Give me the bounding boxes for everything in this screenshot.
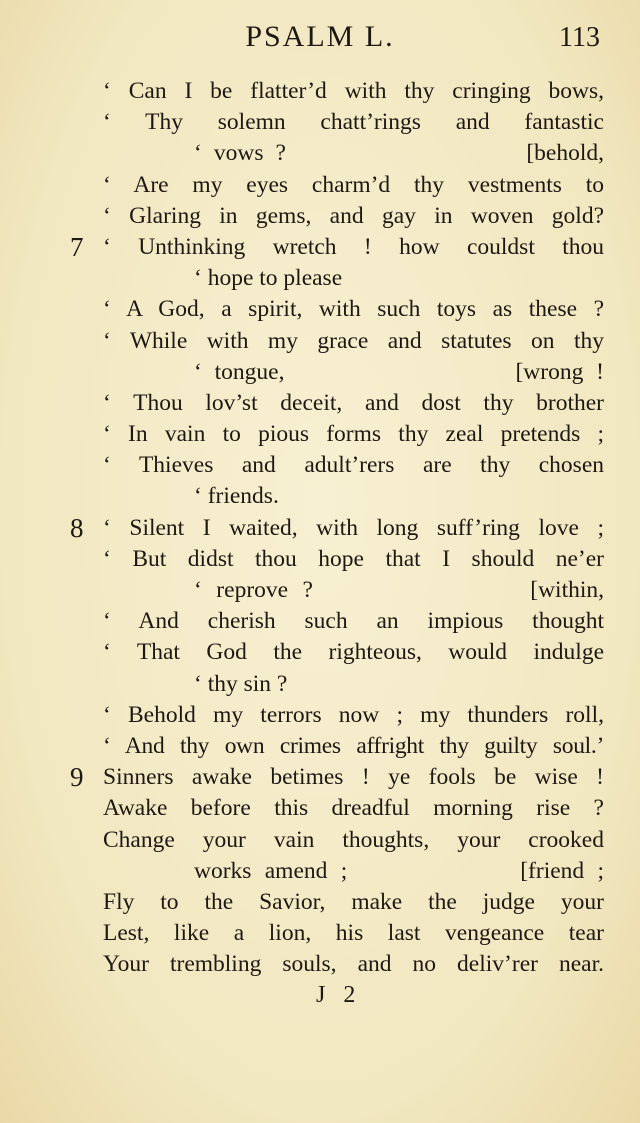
- text-line: [0, 669, 640, 700]
- line-text: ‘ Glaring in gems, and gay in woven gold?: [103, 202, 604, 229]
- line-text: ‘ Thieves and adult’rers are thy chosen: [103, 452, 604, 479]
- text-line: [0, 731, 640, 762]
- line-text: ‘ tongue, [wrong !: [194, 358, 604, 385]
- line-text: ‘ Behold my terrors now ; my thunders roll,: [103, 701, 604, 728]
- line-text: Lest, like a lion, his last vengeance tear: [103, 920, 604, 947]
- text-line: [0, 481, 640, 512]
- line-text: ‘ Are my eyes charm’d thy vestments to: [103, 171, 604, 198]
- line-text: Your trembling souls, and no deliv’rer near.: [103, 951, 604, 978]
- line-text: ‘ thy sin ?: [194, 670, 288, 697]
- page-number: 113: [559, 22, 600, 53]
- text-line: [0, 700, 640, 731]
- line-text: ‘ reprove ? [within,: [194, 577, 604, 603]
- line-text: ‘ Silent I waited, with long suff’ring love ;: [103, 514, 604, 541]
- text-line: [0, 388, 640, 419]
- text-line: [0, 263, 640, 294]
- text-line: [0, 575, 640, 606]
- line-text: ‘ And cherish such an impious thought: [103, 608, 604, 635]
- running-title: PSALM L.: [245, 20, 395, 53]
- text-line: [0, 793, 640, 824]
- line-text: ‘ friends.: [194, 483, 279, 510]
- text-line: [0, 232, 640, 263]
- text-line: [0, 294, 640, 325]
- line-text: ‘ That God the righteous, would indulge: [103, 639, 604, 666]
- line-text: ‘ While with my grace and statutes on thy: [103, 327, 604, 354]
- text-line: [0, 544, 640, 575]
- page-header: [0, 14, 640, 60]
- line-text: Change your vain thoughts, your crooked: [103, 826, 604, 853]
- text-line: [0, 856, 640, 887]
- text-line: [0, 357, 640, 388]
- psalm-text: [0, 76, 640, 980]
- verse-number: 7: [70, 231, 84, 262]
- text-line: [0, 138, 640, 169]
- verse-number: 8: [70, 512, 84, 543]
- line-text: ‘ Unthinking wretch ! how couldst thou: [103, 233, 604, 260]
- line-text: ‘ And thy own crimes affright thy guilty soul.’: [103, 732, 604, 759]
- text-line: [0, 326, 640, 357]
- text-line: [0, 949, 640, 980]
- line-text: ‘ But didst thou hope that I should ne’er: [103, 545, 604, 572]
- line-text: ‘ Thou lov’st deceit, and dost thy brother: [103, 389, 604, 416]
- text-line: [0, 637, 640, 668]
- text-line: [0, 76, 640, 107]
- line-text: ‘ Thy solemn chatt’rings and fantastic: [103, 109, 604, 136]
- line-text: ‘ A God, a spirit, with such toys as these ?: [103, 296, 604, 323]
- line-text: ‘ Can I be flatter’d with thy cringing bows,: [103, 78, 604, 104]
- verse-number: 9: [70, 762, 84, 793]
- line-text: Sinners awake betimes ! ye fools be wise !: [103, 764, 604, 791]
- line-text: ‘ hope to please: [194, 265, 343, 292]
- text-line: [0, 201, 640, 232]
- text-line: [0, 450, 640, 481]
- text-line: [0, 762, 640, 793]
- line-text: Fly to the Savior, make the judge your: [103, 888, 604, 915]
- text-line: [0, 170, 640, 201]
- text-line: [0, 419, 640, 450]
- text-line: [0, 918, 640, 949]
- signature-mark: J 2: [316, 982, 362, 1008]
- text-line: [0, 606, 640, 637]
- text-line: [0, 887, 640, 918]
- text-line: [0, 825, 640, 856]
- line-text: ‘ vows ? [behold,: [194, 140, 604, 167]
- line-text: works amend ; [friend ;: [194, 857, 604, 884]
- text-line: [0, 107, 640, 138]
- line-text: ‘ In vain to pious forms thy zeal pretends ;: [103, 421, 604, 448]
- line-text: Awake before this dreadful morning rise ?: [103, 795, 604, 822]
- text-line: [0, 513, 640, 544]
